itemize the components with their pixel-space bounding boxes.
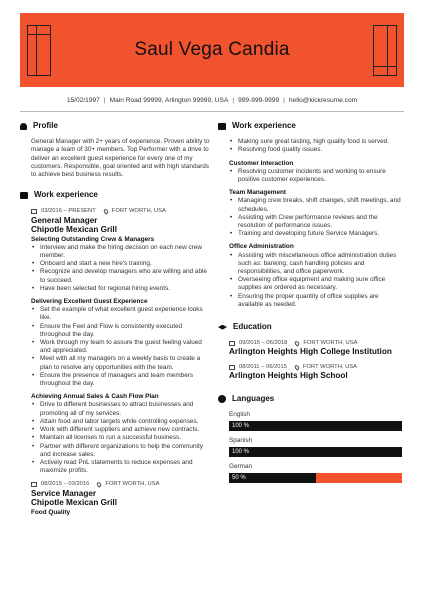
job-company: Chipotle Mexican Grill	[31, 225, 117, 235]
language-level-bar	[229, 421, 402, 431]
separator: |	[103, 97, 106, 104]
languages-title: Languages	[232, 393, 275, 403]
job-subsection-heading: Food Quality	[31, 508, 71, 516]
list-item: • Ensure the Feel and Flow is consistently executed throughout the day.	[40, 323, 210, 339]
list-item: • Set the example of what excellent guest experience looks like.	[40, 306, 210, 322]
work-title: Work experience	[232, 121, 296, 130]
calendar-icon	[229, 341, 235, 346]
school-name: Arlington Heights High College Institution	[229, 347, 392, 357]
bullet-list	[229, 197, 404, 238]
divider	[20, 111, 404, 112]
profile-heading	[20, 122, 210, 130]
language-name: German	[229, 463, 253, 471]
education-location: FORT WORTH, USA	[303, 340, 358, 347]
list-item: • Resolving food quality issues.	[238, 146, 404, 154]
job-subsection-heading: Selecting Outstanding Crew & Managers	[31, 235, 155, 243]
profile-title: Profile	[33, 121, 58, 130]
dob: 15/02/1997	[66, 97, 100, 104]
right-column	[218, 122, 404, 483]
list-item: • Work with different suppliers and achieve new contracts.	[40, 426, 210, 434]
list-item: • Interview and make the hiring decision on each new crew member.	[40, 244, 210, 260]
education-entry	[218, 363, 404, 381]
job-meta	[31, 480, 210, 488]
briefcase-icon	[218, 123, 226, 130]
job-subsection-heading: Achieving Annual Sales & Cash Flow Plan	[31, 393, 159, 401]
bullet-list	[229, 168, 404, 184]
list-item: • Have been selected for regional hiring events.	[40, 285, 210, 293]
separator: |	[232, 97, 235, 104]
language-level-bar	[229, 447, 402, 457]
education-meta	[229, 363, 404, 371]
calendar-icon	[229, 365, 235, 370]
list-item: • Assisting with Crew performance reviews and the resolution of performance issues.	[238, 214, 404, 230]
list-item: • Training and developing future Service Managers.	[238, 230, 404, 238]
list-item: • Work through my team to assure the guest feeling valued and appreciated.	[40, 339, 210, 355]
work-title: Work experience	[34, 190, 98, 200]
job-company: Chipotle Mexican Grill	[31, 498, 117, 508]
person-icon	[20, 123, 27, 130]
location-pin-icon	[294, 340, 300, 346]
briefcase-icon	[20, 192, 28, 199]
job-position: Service Manager	[31, 488, 97, 498]
graduation-cap-icon	[218, 325, 227, 330]
header-banner	[20, 13, 404, 87]
job-subsection-heading: Customer Interaction	[229, 159, 294, 167]
job-meta	[31, 207, 210, 215]
list-item: • Drive to different businesses to attract businesses and promoting all of my services.	[40, 401, 210, 417]
address: Main Road 99999, Arlington 99999, USA	[109, 97, 229, 104]
language-level-text: 100 %	[232, 423, 250, 430]
job-location: FORT WORTH, USA	[111, 208, 166, 215]
list-item: • Maintain all licenses to run a successful business.	[40, 434, 210, 442]
bullet-list	[31, 401, 210, 475]
language-name: English	[229, 410, 250, 418]
location-pin-icon	[103, 208, 109, 214]
list-item: • Resolving customer incidents and working to ensure positive customer experiences.	[238, 168, 404, 184]
contact-line	[0, 97, 424, 104]
job-dates: 03/2016 – PRESENT	[41, 208, 96, 215]
list-item: • Recognize and develop managers who are willing and able to succeed.	[40, 268, 210, 284]
separator: |	[283, 97, 285, 104]
list-item: • Meet with all my managers on a weekly basis to create a plan to resolve any opportunities with the team.	[40, 355, 210, 371]
email[interactable]: hello@kickresume.com	[288, 97, 358, 104]
candidate-name: Saul Vega Candia	[134, 39, 290, 60]
bullet-list	[229, 252, 404, 309]
language-level-bar	[229, 473, 402, 483]
list-item: • Partner with different organizations to help the community and increase sales.	[40, 443, 210, 459]
job-dates: 08/2015 – 03/2016	[41, 481, 90, 488]
language-level-fill	[229, 421, 402, 431]
list-item: • Ensure the presence of managers and team members throughout the day.	[40, 372, 210, 388]
languages-list	[218, 411, 404, 484]
work-heading-left	[20, 191, 210, 199]
job-location: FORT WORTH, USA	[105, 481, 160, 488]
language-name: Spanish	[229, 437, 253, 445]
education-dates: 09/2015 – 06/2018	[239, 340, 288, 347]
education-meta	[229, 339, 404, 347]
job-subsection-heading: Delivering Excellent Guest Experience	[31, 298, 148, 306]
work-heading-right	[218, 122, 404, 130]
list-item: • Assisting with miscellaneous office administration duties such as: banking, cash handling policies and responsibilities, and office paperwork.	[238, 252, 404, 277]
list-item: • Attain food and labor targets while controlling expenses.	[40, 418, 210, 426]
bullet-list	[229, 138, 404, 154]
language-level-text: 50 %	[232, 475, 246, 482]
phone: 999-999-9999	[238, 97, 280, 104]
list-item: • Onboard and start a new hire's training.	[40, 260, 210, 268]
list-item: • Actively read PnL statements to reduce expenses and maximize profits.	[40, 459, 210, 475]
list-item: • Managing crew breaks, shift changes, shift meetings, and schedules.	[238, 197, 404, 213]
calendar-icon	[31, 209, 37, 214]
list-item: • Ensuring the proper quantity of office supplies are available as needed.	[238, 293, 404, 309]
location-pin-icon	[294, 364, 300, 370]
list-item: • Making sure great tasting, high quality food is served.	[238, 138, 404, 146]
education-heading	[218, 323, 404, 331]
bullet-list	[31, 306, 210, 388]
location-pin-icon	[96, 481, 102, 487]
pie-chart-icon	[218, 395, 226, 403]
education-entry	[218, 339, 404, 357]
education-dates: 08/2011 – 06/2015	[239, 363, 287, 370]
job-subsection-heading: Team Management	[229, 189, 287, 197]
education-title: Education	[233, 322, 272, 332]
bullet-list	[31, 244, 210, 293]
calendar-icon	[31, 482, 37, 487]
education-location: FORT WORTH, USA	[302, 363, 358, 370]
list-item: • Overseeing office equipment and making sure office supplies are ordered as necessary.	[238, 276, 404, 292]
left-column	[20, 122, 210, 517]
profile-text: General Manager with 2+ years of experience. Proven ability to manage a team of 30+ members. Top Performer with a drive to deliver an excellent guest experience for every one of my customers. Responsible, goal oriented and with high standards to achieve best business results.	[31, 138, 210, 179]
job-position: General Manager	[31, 215, 98, 225]
job-subsection-heading: Office Administration	[229, 243, 294, 251]
school-name: Arlington Heights High School	[229, 371, 348, 381]
language-level-fill	[229, 447, 402, 457]
language-level-text: 100 %	[232, 449, 250, 456]
languages-heading	[218, 395, 404, 403]
